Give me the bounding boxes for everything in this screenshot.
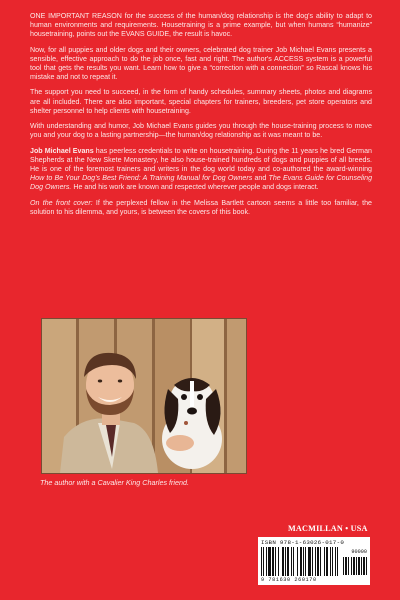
book-title-1: How to Be Your Dog's Best Friend: A Training Manual for Dog Owners: [30, 173, 253, 182]
barcode-bar: [332, 547, 333, 576]
barcode-bar: [261, 547, 262, 576]
barcode-bar: [348, 557, 349, 575]
barcode-bar: [308, 547, 311, 576]
barcode-bar: [272, 547, 274, 576]
barcode-bar: [303, 547, 304, 576]
price-code: 90000: [351, 549, 367, 555]
barcode-bar: [351, 557, 352, 575]
paragraph-author-bio: [30, 147, 372, 192]
barcode-bar: [266, 547, 267, 576]
paragraph-partnership: With understanding and humor, Job Michael Evans guides you through the house-training process to move you and your dog to a lasting partnership—the human/dog relationship as it was meant to be.: [30, 122, 372, 140]
paragraph-access-system: Now, for all puppies and older dogs and their owners, celebrated dog trainer Job Michael Evans presents a sensible, effective approach to do the job once, fast and right. The author's ACCESS system is a powerful tool that gets the results you want. Learn how to give a “correction with a connection” so Rascal knows his mistake and not to repeat it.: [30, 45, 372, 81]
barcode-bar: [263, 547, 264, 576]
bio-text-c: He and his work are known and respected wherever people and dogs interact.: [71, 183, 319, 192]
author-photo-illustration: [42, 319, 246, 473]
paragraph-support: The support you need to succeed, in the form of handy schedules, summary sheets, photos and diagrams are all included. There are also important, special chapters for trainers, breeders, pet store operators and shelter personnel to help clients with housetraining.: [30, 88, 372, 115]
barcode-bar: [366, 557, 367, 575]
barcode-bar: [363, 557, 365, 575]
isbn-number: ISBN 978-1-63026-017-0: [261, 539, 345, 546]
barcode-bar: [275, 547, 276, 576]
barcode-bar: [300, 547, 302, 576]
publisher-imprint: MACMILLAN • USA: [288, 524, 368, 533]
barcode-bar: [297, 547, 298, 576]
barcode-bar: [335, 547, 336, 576]
barcode-bar: [317, 547, 319, 576]
barcode-bar: [312, 547, 313, 576]
bio-text-b: and: [252, 173, 269, 182]
barcode-bar: [358, 557, 360, 575]
price-barcode-bars: [343, 557, 367, 575]
barcode-bar: [305, 547, 306, 576]
barcode-bar: [345, 557, 347, 575]
barcode-digits: 9 781630 260170: [261, 577, 317, 583]
bio-text-a: has peerless credentials to write on housetraining. During the 11 years he bred German Shepherds at the New Skete Monastery, he also house-trained hundreds of dogs and puppies of all breeds. He is one of the foremost trainers and writers in the dog world today and co-authored the award-winning: [30, 146, 372, 173]
barcode-bar: [361, 557, 362, 575]
barcode-bar: [268, 547, 271, 576]
isbn-barcode: [258, 537, 370, 585]
barcode-bars: [261, 547, 339, 576]
barcode-bar: [291, 547, 292, 576]
barcode-bar: [324, 547, 325, 576]
barcode-bar: [282, 547, 284, 576]
front-cover-text: If the perplexed fellow in the Melissa Bartlett cartoon seems a little too familiar, the solution to his dilemma, and yours, is between the covers of this book.: [30, 198, 372, 216]
paragraph-front-cover: [30, 199, 372, 217]
back-cover-text: [30, 12, 372, 223]
paragraph-intro: ONE IMPORTANT REASON for the success of the human/dog relationship is the dog's ability to adapt to human environments and requirements. Housetraining is a prime example, but when humans “humanize” housetraining, points out the EVANS GUIDE, the result is havoc.: [30, 12, 372, 39]
barcode-bar: [353, 557, 355, 575]
barcode-bar: [330, 547, 331, 576]
barcode-bar: [293, 547, 294, 576]
front-cover-label: On the front cover:: [30, 198, 93, 207]
barcode-bar: [285, 547, 286, 576]
barcode-bar: [326, 547, 328, 576]
barcode-bar: [278, 547, 279, 576]
author-photo: [41, 318, 247, 474]
book-title-2: The Evans Guide for Counseling Dog Owners.: [30, 173, 373, 192]
barcode-bar: [356, 557, 357, 575]
barcode-bar: [337, 547, 338, 576]
barcode-bar: [315, 547, 316, 576]
barcode-bar: [343, 557, 344, 575]
barcode-bar: [287, 547, 289, 576]
photo-caption: The author with a Cavalier King Charles friend.: [40, 478, 190, 487]
author-name: Job Michael Evans: [30, 146, 94, 155]
barcode-bar: [320, 547, 321, 576]
